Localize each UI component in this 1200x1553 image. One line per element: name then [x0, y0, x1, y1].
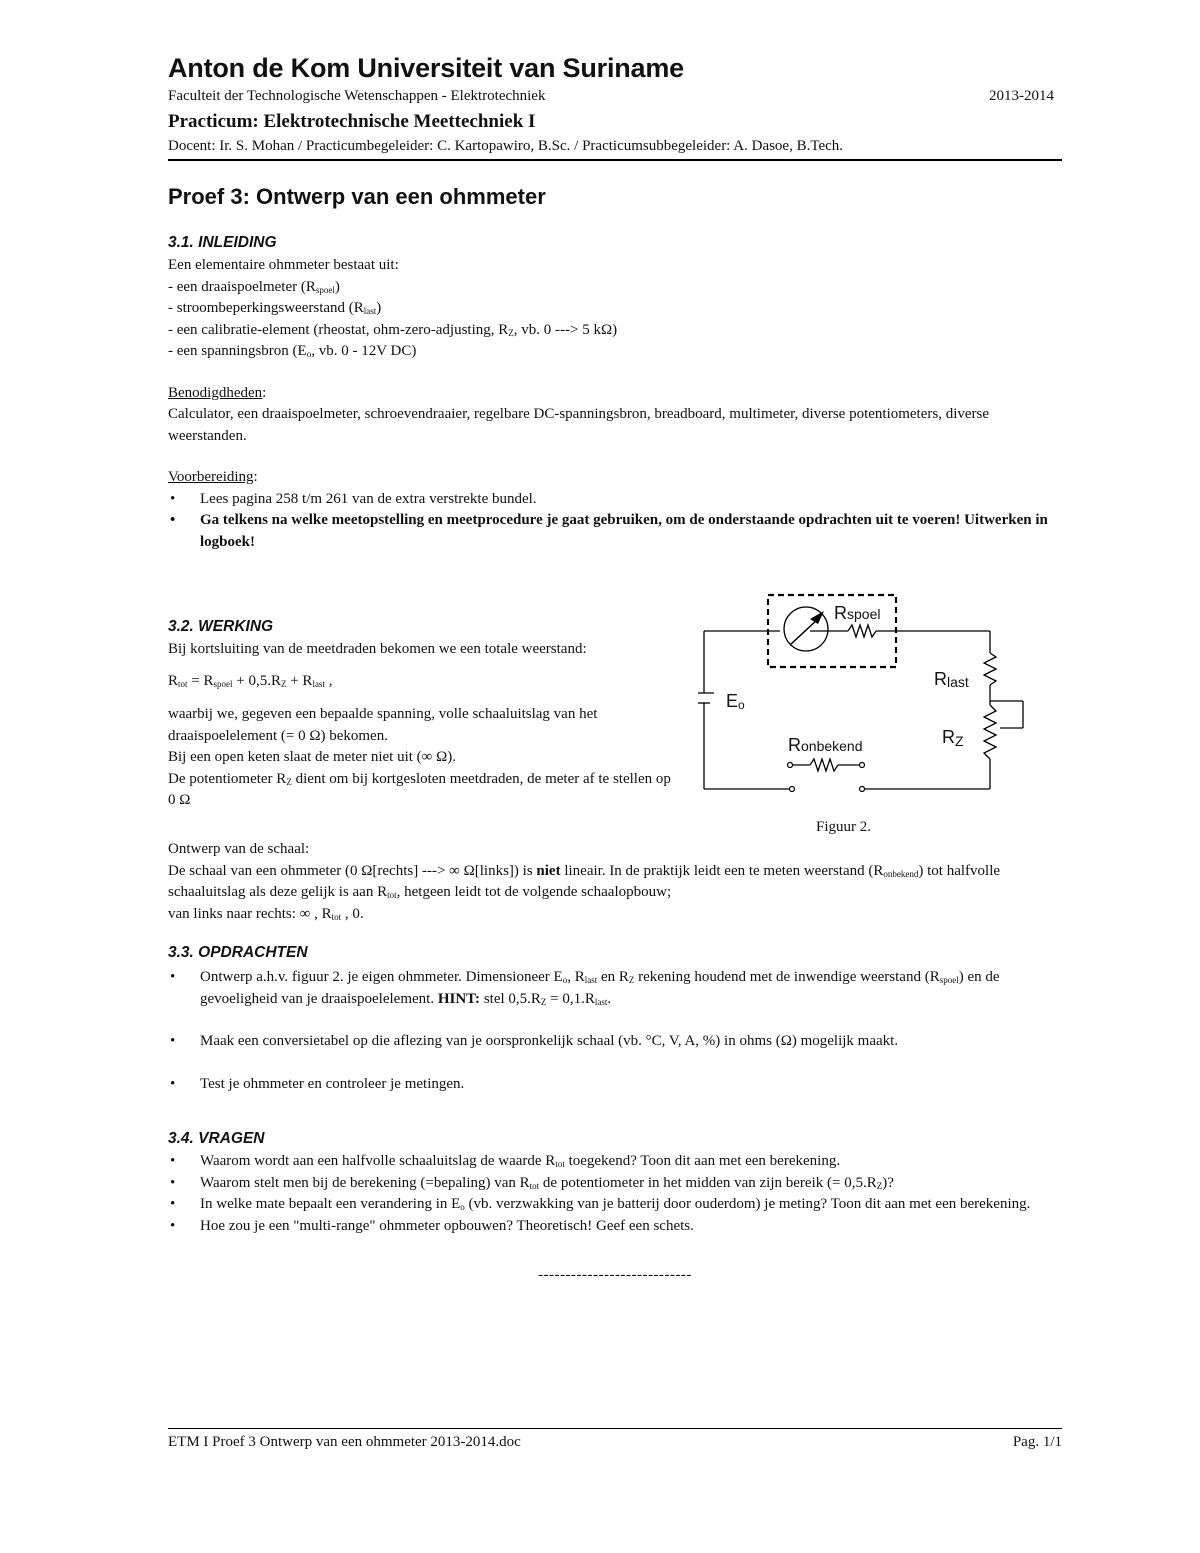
- list-item: • Ontwerp a.h.v. figuur 2. je eigen ohmmeter. Dimensioneer $E_o$, $R_{last}$ en $R_Z$ rekening houdend met de inwendige weerstand $(R_{spoel})$ en de gevoeligheid van je draaispoelelement. HINT: stel $0,5.R_Z = 0,1.R_{last}$.: [168, 967, 1062, 1010]
- ronbekend-label: Ronbekend: [788, 735, 863, 755]
- inleiding-item-3: - een calibratie-element (rheostat, ohm-zero-adjusting, $R_Z$, vb. 0 ---> 5 kΩ): [168, 321, 618, 338]
- werking-p4: De potentiometer $R_Z$ dient om bij kortgesloten meetdraden, de meter af te stellen op 0 Ω: [168, 770, 671, 808]
- opdrachten-list: [168, 967, 1062, 1095]
- rz-label: RZ: [942, 727, 964, 749]
- academic-year: 2013-2014: [989, 88, 1054, 104]
- footer-filename: ETM I Proef 3 Ontwerp van een ohmmeter 2013-2014.doc: [168, 1434, 521, 1450]
- list-item: • Ga telkens na welke meetopstelling en meetprocedure je gaat gebruiken, om de onderstaande opdrachten uit te voeren! Uitwerken in logboek!: [168, 510, 1062, 553]
- werking-text: [168, 617, 678, 812]
- schaal-text: De schaal van een ohmmeter (0 Ω[rechts] ---> ∞ Ω[links]) is niet lineair. In de praktijk leidt een te meten weerstand $(R_{onbekend})$ tot halfvolle schaaluitslag als deze gelijk is aan $R_{tot}$, hetgeen leidt tot de volgende schaalopbouw;: [168, 862, 1001, 900]
- inleiding-item-2: - stroombeperkingsweerstand $(R_{last})$: [168, 300, 382, 316]
- faculty-name: Faculteit der Technologische Wetenschappen - Elektrotechniek: [168, 88, 546, 104]
- list-item: • Hoe zou je een "multi-range" ohmmeter opbouwen? Theoretisch! Geef een schets.: [168, 1216, 1062, 1238]
- inleiding-item-1: - een draaispoelmeter $(R_{spoel})$: [168, 278, 340, 295]
- section-heading-werking: 3.2. WERKING: [168, 618, 274, 635]
- list-item: • In welke mate bepaalt een verandering in $E_o$ (vb. verzwakking van je batterij door ouderdom) je meting? Toon dit aan met een berekening.: [168, 1194, 1062, 1216]
- rlast-label: Rlast: [934, 669, 969, 690]
- faculty-line: [168, 86, 1062, 106]
- university-name: Anton de Kom Universiteit van Suriname: [168, 53, 684, 83]
- voorbereiding-list: [168, 489, 1062, 554]
- werking-section: [168, 603, 1062, 835]
- schaal-label: Ontwerp van de schaal:: [168, 841, 310, 857]
- rspoel-label: Rspoel: [834, 603, 881, 623]
- list-item: • Maak een conversietabel op die aflezing van je oorspronkelijk schaal (vb. °C, V, A, %) in ohms (Ω) mogelijk maakt.: [168, 1031, 1062, 1053]
- page-footer: [168, 1428, 1062, 1451]
- document-page: [168, 52, 1062, 1287]
- inleiding-item-4: - een spanningsbron ($E_o$, vb. 0 - 12V DC): [168, 343, 417, 359]
- voorbereiding-label: Voorbereiding:: [168, 469, 258, 485]
- eo-label: Eo: [726, 691, 745, 712]
- section-heading-inleiding: 3.1. INLEIDING: [168, 234, 277, 251]
- docent-line: Docent: Ir. S. Mohan / Practicumbegeleider: C. Kartopawiro, B.Sc. / Practicumsubbegeleider: A. Dasoe, B.Tech.: [168, 136, 1062, 161]
- section-heading-vragen: 3.4. VRAGEN: [168, 1130, 265, 1147]
- section-heading-opdrachten: 3.3. OPDRACHTEN: [168, 944, 308, 961]
- figure-caption: Figuur 2.: [816, 819, 872, 835]
- circuit-diagram: [698, 593, 1058, 833]
- list-item: • Lees pagina 258 t/m 261 van de extra verstrekte bundel.: [168, 489, 1062, 511]
- inleiding-intro: Een elementaire ohmmeter bestaat uit:: [168, 257, 399, 273]
- werking-equation: $R_{tot} = R_{spoel} + 0,5.R_Z + R_{last}$ ,: [168, 672, 333, 689]
- end-separator: ----------------------------: [538, 1267, 692, 1283]
- footer-page-number: Pag. 1/1: [1012, 1434, 1062, 1450]
- vragen-list: [168, 1151, 1062, 1237]
- benodigdheden-text: Calculator, een draaispoelmeter, schroevendraaier, regelbare DC-spanningsbron, breadboard, multimeter, diverse potentiometers, diverse weerstanden.: [168, 406, 990, 444]
- werking-p1: Bij kortsluiting van de meetdraden bekomen we een totale weerstand:: [168, 641, 587, 657]
- page-title: Proef 3: Ontwerp van een ohmmeter: [168, 184, 546, 209]
- werking-p3: Bij een open keten slaat de meter niet uit (∞ Ω).: [168, 749, 456, 765]
- list-item: • Waarom stelt men bij de berekening (=bepaling) van $R_{tot}$ de potentiometer in het midden van zijn bereik (= $0,5.R_Z$)?: [168, 1173, 1062, 1195]
- benodigdheden-label: Benodigdheden:: [168, 384, 267, 401]
- practicum-title: Practicum: Elektrotechnische Meettechniek I: [168, 111, 536, 132]
- list-item: • Waarom wordt aan een halfvolle schaaluitslag de waarde $R_{tot}$ toegekend? Toon dit aan met een berekening.: [168, 1151, 1062, 1173]
- list-item: • Test je ohmmeter en controleer je metingen.: [168, 1074, 1062, 1096]
- werking-p2: waarbij we, gegeven een bepaalde spanning, volle schaaluitslag van het draaispoelelement (= 0 Ω) bekomen.: [168, 706, 598, 744]
- schaal-order: van links naar rechts: ∞ , $R_{tot}$ , 0.: [168, 905, 364, 922]
